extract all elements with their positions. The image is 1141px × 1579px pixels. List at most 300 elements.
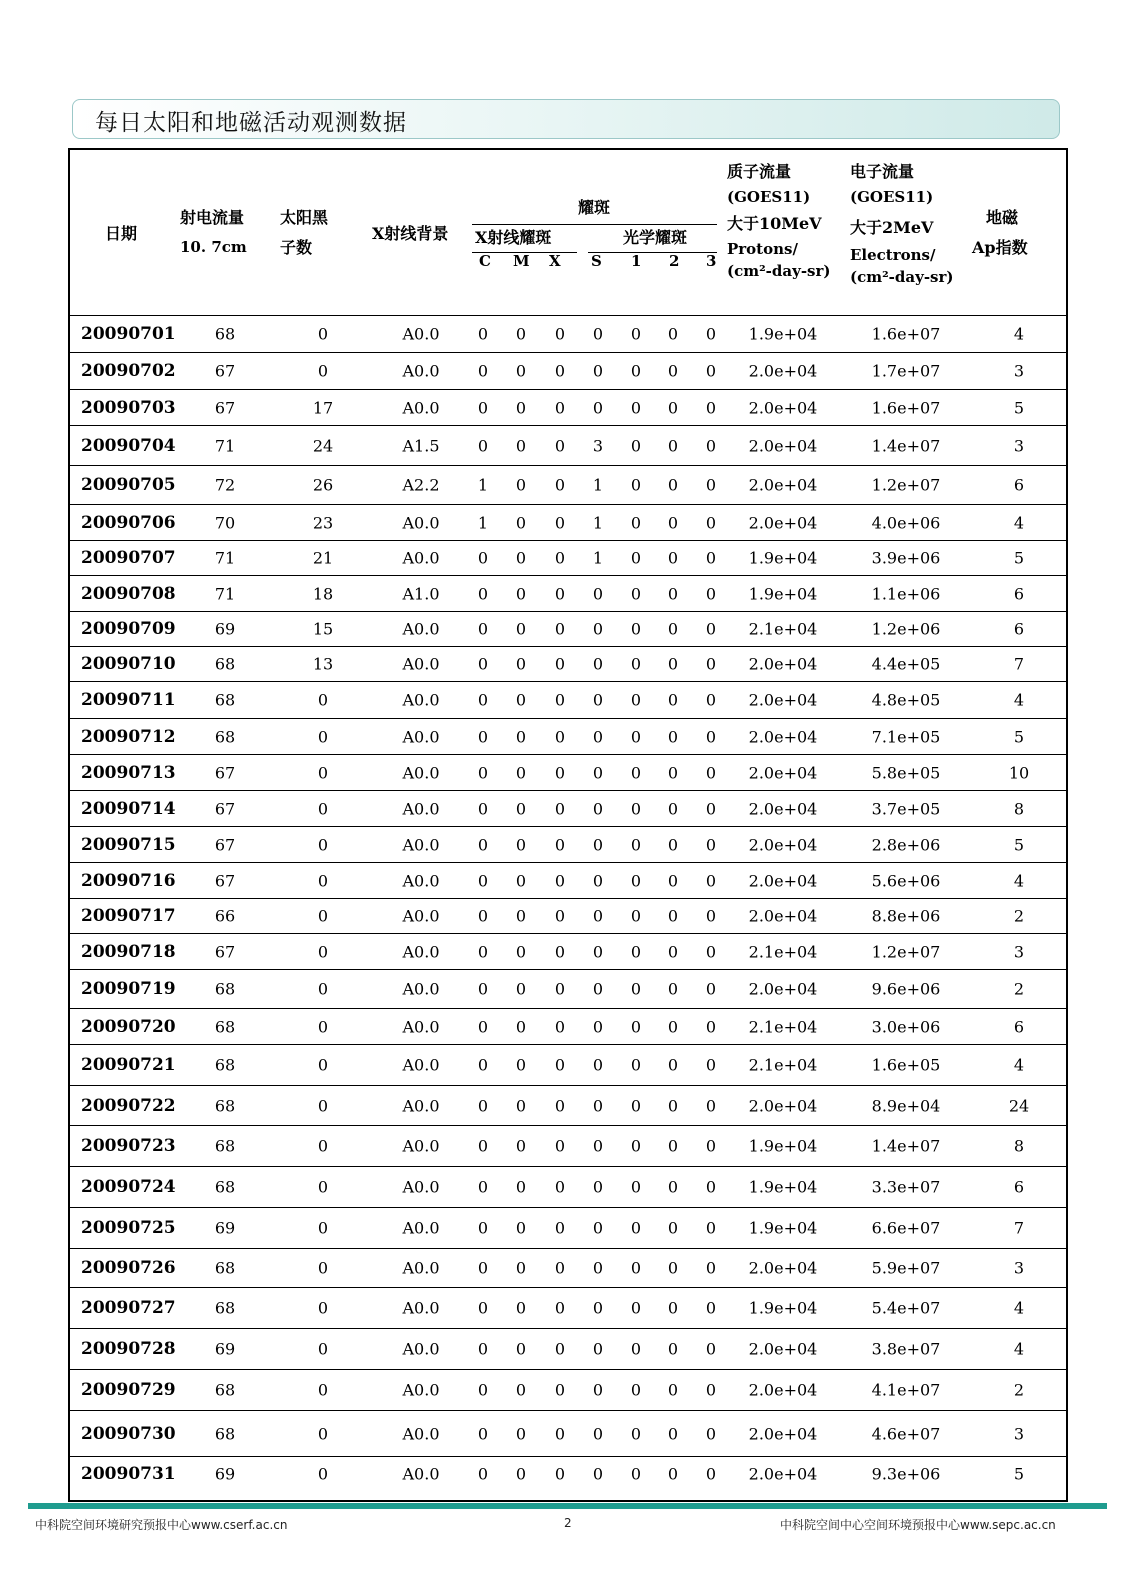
electron-flux-cell: 9.6e+06 [871,979,941,999]
proton-flux-cell: 2.0e+04 [748,979,818,999]
electron-flux-cell: 7.1e+05 [871,727,941,746]
xray-x-cell: 0 [554,398,566,417]
xray-m-cell: 0 [515,513,527,532]
header-sunspot: 太阳黑 [280,208,329,227]
radio-flux-cell: 68 [214,1017,236,1036]
optical-2-cell: 0 [667,799,679,818]
date-cell: 20090716 [81,870,176,891]
radio-flux-cell: 69 [214,1218,236,1238]
optical-3-cell: 0 [705,1258,717,1278]
optical-2-cell: 0 [667,1055,679,1075]
optical-1-cell: 0 [630,584,642,603]
xray-c-cell: 0 [477,361,489,381]
xray-c-cell: 0 [477,1298,489,1318]
ap-index-cell: 6 [1013,1177,1025,1197]
optical-2-cell: 0 [667,548,679,568]
optical-2-cell: 0 [667,1258,679,1278]
date-cell: 20090701 [81,324,176,344]
date-cell: 20090730 [81,1423,176,1444]
xray-c-cell: 1 [477,513,489,532]
xray-x-cell: 0 [554,1380,566,1400]
optical-1-cell: 0 [630,690,642,710]
optical-2-cell: 0 [667,619,679,639]
footer-divider [28,1503,1107,1509]
xray-m-cell: 0 [515,584,527,603]
proton-flux-cell: 1.9e+04 [748,324,818,344]
optical-s-cell: 0 [592,906,604,926]
optical-flares-underline [588,252,717,253]
sunspot-cell: 0 [317,1136,329,1156]
xray-c-cell: 0 [477,942,489,961]
header-radio-flux-unit: 10. 7cm [180,238,247,256]
table-row [70,1456,1066,1491]
sunspot-cell: 0 [317,1339,329,1359]
xray-c-cell: 0 [477,906,489,926]
electron-flux-cell: 1.6e+07 [871,324,941,344]
optical-s-cell: 0 [592,1177,604,1197]
optical-1-cell: 0 [630,324,642,344]
optical-s-cell: 0 [592,835,604,854]
table-row [70,425,1066,465]
date-cell: 20090725 [81,1218,176,1238]
xray-c-cell: 0 [477,1424,489,1443]
optical-3-cell: 0 [705,436,717,455]
page-number: 2 [564,1516,572,1530]
optical-1-cell: 0 [630,1298,642,1318]
xray-x-cell: 0 [554,1177,566,1197]
optical-3-cell: 0 [705,398,717,417]
sunspot-cell: 0 [317,799,329,818]
xray-m-cell: 0 [515,1380,527,1400]
optical-s-cell: 0 [592,1424,604,1443]
ap-index-cell: 4 [1013,513,1025,532]
sunspot-cell: 0 [317,979,329,999]
proton-flux-cell: 2.0e+04 [748,1339,818,1359]
radio-flux-cell: 68 [214,690,236,710]
ap-index-cell: 5 [1013,727,1025,746]
sunspot-cell: 26 [312,475,334,495]
sunspot-cell: 21 [312,548,334,568]
xray-m-cell: 0 [515,654,527,674]
optical-3-cell: 0 [705,513,717,532]
optical-2-cell: 0 [667,690,679,710]
xray-background-cell: A0.0 [402,1298,440,1318]
proton-flux-cell: 2.0e+04 [748,436,818,455]
proton-flux-cell: 2.1e+04 [748,619,818,639]
xray-c-cell: 0 [477,979,489,999]
xray-background-cell: A0.0 [402,1424,440,1443]
electron-flux-cell: 1.4e+07 [871,1136,941,1156]
date-cell: 20090709 [81,619,176,639]
optical-2-cell: 0 [667,979,679,999]
header-sub-m: M [513,252,530,270]
sunspot-cell: 13 [312,654,334,674]
xray-c-cell: 0 [477,835,489,854]
optical-1-cell: 0 [630,727,642,746]
xray-background-cell: A0.0 [402,835,440,854]
date-cell: 20090705 [81,475,176,495]
electron-flux-cell: 5.9e+07 [871,1258,941,1278]
optical-s-cell: 0 [592,361,604,381]
optical-1-cell: 0 [630,835,642,854]
optical-2-cell: 0 [667,361,679,381]
optical-3-cell: 0 [705,835,717,854]
optical-3-cell: 0 [705,727,717,746]
optical-1-cell: 0 [630,398,642,417]
xray-background-cell: A0.0 [402,727,440,746]
optical-2-cell: 0 [667,1017,679,1036]
ap-index-cell: 5 [1013,835,1025,854]
optical-1-cell: 0 [630,654,642,674]
optical-3-cell: 0 [705,1055,717,1075]
sunspot-cell: 18 [312,584,334,603]
optical-1-cell: 0 [630,906,642,926]
date-cell: 20090726 [81,1258,176,1278]
table-row [70,352,1066,389]
optical-3-cell: 0 [705,654,717,674]
optical-2-cell: 0 [667,1380,679,1400]
xray-background-cell: A0.0 [402,906,440,926]
radio-flux-cell: 68 [214,1055,236,1075]
table-row [70,646,1066,681]
proton-flux-cell: 2.0e+04 [748,513,818,532]
xray-m-cell: 0 [515,727,527,746]
header-electron: 电子流量 [850,162,915,181]
header-ap-index: Ap指数 [972,238,1028,257]
radio-flux-cell: 67 [214,835,236,854]
optical-s-cell: 0 [592,871,604,890]
xray-m-cell: 0 [515,436,527,455]
optical-3-cell: 0 [705,548,717,568]
table-row [70,681,1066,718]
date-cell: 20090713 [81,762,176,783]
table-row [70,315,1066,352]
optical-2-cell: 0 [667,1424,679,1443]
optical-s-cell: 0 [592,584,604,603]
xray-x-cell: 0 [554,1218,566,1238]
optical-1-cell: 0 [630,1380,642,1400]
xray-m-cell: 0 [515,1298,527,1318]
optical-s-cell: 1 [592,548,604,568]
radio-flux-cell: 68 [214,324,236,344]
date-cell: 20090719 [81,979,176,999]
xray-x-cell: 0 [554,619,566,639]
xray-m-cell: 0 [515,1177,527,1197]
xray-m-cell: 0 [515,906,527,926]
ap-index-cell: 5 [1013,548,1025,568]
ap-index-cell: 3 [1013,1258,1025,1278]
optical-s-cell: 0 [592,1339,604,1359]
radio-flux-cell: 71 [214,584,236,603]
optical-2-cell: 0 [667,906,679,926]
optical-2-cell: 0 [667,584,679,603]
electron-flux-cell: 8.9e+04 [871,1096,941,1115]
optical-s-cell: 0 [592,1464,604,1484]
electron-flux-cell: 4.6e+07 [871,1424,941,1443]
xray-background-cell: A0.0 [402,1177,440,1197]
table-row [70,969,1066,1008]
xray-x-cell: 0 [554,548,566,568]
xray-x-cell: 0 [554,1424,566,1443]
radio-flux-cell: 69 [214,1339,236,1359]
ap-index-cell: 4 [1013,690,1025,710]
xray-m-cell: 0 [515,979,527,999]
xray-background-cell: A1.0 [402,584,440,603]
sunspot-cell: 0 [317,324,329,344]
sunspot-cell: 0 [317,1055,329,1075]
date-cell: 20090729 [81,1380,176,1400]
date-cell: 20090731 [81,1464,176,1484]
optical-3-cell: 0 [705,1380,717,1400]
optical-s-cell: 0 [592,763,604,782]
radio-flux-cell: 68 [214,1298,236,1318]
ap-index-cell: 4 [1013,1339,1025,1359]
radio-flux-cell: 70 [214,513,236,532]
ap-index-cell: 3 [1013,1424,1025,1443]
optical-1-cell: 0 [630,548,642,568]
xray-background-cell: A0.0 [402,619,440,639]
table-row [70,611,1066,646]
xray-m-cell: 0 [515,871,527,890]
xray-m-cell: 0 [515,835,527,854]
optical-1-cell: 0 [630,361,642,381]
header-xray-flares: X射线耀斑 [475,228,552,247]
proton-flux-cell: 2.0e+04 [748,906,818,926]
optical-s-cell: 0 [592,942,604,961]
sunspot-cell: 0 [317,1096,329,1115]
radio-flux-cell: 69 [214,1464,236,1484]
proton-flux-cell: 1.9e+04 [748,1218,818,1238]
date-cell: 20090714 [81,798,176,819]
xray-m-cell: 0 [515,1055,527,1075]
xray-x-cell: 0 [554,1017,566,1036]
xray-x-cell: 0 [554,513,566,532]
table-body [70,315,1066,1491]
proton-flux-cell: 2.1e+04 [748,1055,818,1075]
proton-flux-cell: 2.0e+04 [748,835,818,854]
optical-s-cell: 0 [592,1096,604,1115]
optical-1-cell: 0 [630,942,642,961]
radio-flux-cell: 67 [214,799,236,818]
optical-2-cell: 0 [667,436,679,455]
table-row [70,465,1066,504]
xray-c-cell: 0 [477,1177,489,1197]
optical-3-cell: 0 [705,1136,717,1156]
xray-background-cell: A0.0 [402,1258,440,1278]
date-cell: 20090702 [81,361,176,381]
optical-2-cell: 0 [667,398,679,417]
optical-2-cell: 0 [667,942,679,961]
xray-background-cell: A0.0 [402,871,440,890]
radio-flux-cell: 67 [214,942,236,961]
ap-index-cell: 6 [1013,475,1025,495]
table-row [70,1287,1066,1328]
date-cell: 20090722 [81,1095,176,1116]
electron-flux-cell: 4.1e+07 [871,1380,941,1400]
ap-index-cell: 8 [1013,1136,1025,1156]
table-row [70,898,1066,933]
date-cell: 20090708 [81,583,176,604]
electron-flux-cell: 5.6e+06 [871,871,941,890]
optical-s-cell: 0 [592,1136,604,1156]
xray-c-cell: 0 [477,871,489,890]
xray-m-cell: 0 [515,763,527,782]
proton-flux-cell: 2.0e+04 [748,398,818,417]
header-proton-goes: (GOES11) [727,188,811,206]
xray-m-cell: 0 [515,942,527,961]
radio-flux-cell: 71 [214,436,236,455]
proton-flux-cell: 2.0e+04 [748,763,818,782]
optical-2-cell: 0 [667,727,679,746]
xray-background-cell: A0.0 [402,361,440,381]
optical-s-cell: 0 [592,1017,604,1036]
xray-c-cell: 1 [477,475,489,495]
xray-background-cell: A0.0 [402,398,440,417]
xray-x-cell: 0 [554,906,566,926]
optical-s-cell: 0 [592,1258,604,1278]
header-electron-energy: 大于2MeV [850,218,934,237]
date-cell: 20090724 [81,1177,176,1197]
optical-3-cell: 0 [705,1298,717,1318]
xray-x-cell: 0 [554,763,566,782]
header-sub-c: C [479,252,491,270]
proton-flux-cell: 2.0e+04 [748,475,818,495]
header-xray-background: X射线背景 [372,224,449,243]
sunspot-cell: 0 [317,361,329,381]
proton-flux-cell: 2.1e+04 [748,942,818,961]
optical-s-cell: 0 [592,1380,604,1400]
radio-flux-cell: 68 [214,654,236,674]
radio-flux-cell: 67 [214,361,236,381]
header-proton-unit: Protons/ [727,240,798,258]
xray-c-cell: 0 [477,619,489,639]
date-cell: 20090706 [81,512,176,533]
optical-2-cell: 0 [667,475,679,495]
optical-2-cell: 0 [667,1096,679,1115]
xray-background-cell: A1.5 [402,436,440,455]
sunspot-cell: 15 [312,619,334,639]
xray-m-cell: 0 [515,690,527,710]
xray-x-cell: 0 [554,1258,566,1278]
optical-s-cell: 0 [592,690,604,710]
xray-m-cell: 0 [515,324,527,344]
optical-3-cell: 0 [705,584,717,603]
proton-flux-cell: 2.0e+04 [748,871,818,890]
radio-flux-cell: 68 [214,1177,236,1197]
optical-1-cell: 0 [630,436,642,455]
xray-background-cell: A0.0 [402,654,440,674]
xray-background-cell: A2.2 [402,475,440,495]
table-row [70,1369,1066,1410]
flares-underline [472,224,717,225]
xray-c-cell: 0 [477,1096,489,1115]
date-cell: 20090721 [81,1055,176,1075]
table-row [70,540,1066,575]
optical-3-cell: 0 [705,1339,717,1359]
xray-x-cell: 0 [554,942,566,961]
header-optical-flares: 光学耀斑 [623,228,688,247]
xray-background-cell: A0.0 [402,324,440,344]
xray-c-cell: 0 [477,548,489,568]
electron-flux-cell: 3.0e+06 [871,1017,941,1036]
optical-2-cell: 0 [667,324,679,344]
table-row [70,862,1066,898]
proton-flux-cell: 2.0e+04 [748,654,818,674]
proton-flux-cell: 2.0e+04 [748,727,818,746]
header-ap: 地磁 [986,208,1019,227]
ap-index-cell: 7 [1013,654,1025,674]
electron-flux-cell: 3.7e+05 [871,799,941,818]
header-sub-s: S [591,252,602,270]
optical-3-cell: 0 [705,475,717,495]
sunspot-cell: 0 [317,871,329,890]
sunspot-cell: 0 [317,1464,329,1484]
xray-c-cell: 0 [477,654,489,674]
optical-2-cell: 0 [667,835,679,854]
optical-3-cell: 0 [705,799,717,818]
date-cell: 20090704 [81,435,176,456]
proton-flux-cell: 2.0e+04 [748,1464,818,1484]
sunspot-cell: 24 [312,436,334,455]
ap-index-cell: 2 [1013,1380,1025,1400]
proton-flux-cell: 2.0e+04 [748,1096,818,1115]
optical-2-cell: 0 [667,1339,679,1359]
electron-flux-cell: 4.4e+05 [871,654,941,674]
ap-index-cell: 10 [1008,763,1030,782]
optical-s-cell: 0 [592,1055,604,1075]
date-cell: 20090711 [81,690,176,710]
xray-x-cell: 0 [554,1136,566,1156]
radio-flux-cell: 68 [214,979,236,999]
electron-flux-cell: 1.7e+07 [871,361,941,381]
optical-1-cell: 0 [630,1136,642,1156]
xray-c-cell: 0 [477,1136,489,1156]
header-electron-unit-2: (cm²-day-sr) [850,268,954,286]
optical-2-cell: 0 [667,513,679,532]
table-row [70,1125,1066,1166]
sunspot-cell: 0 [317,1017,329,1036]
optical-3-cell: 0 [705,942,717,961]
optical-1-cell: 0 [630,1339,642,1359]
header-radio-flux: 射电流量 [180,208,245,227]
header-sunspot-line2: 子数 [280,238,313,257]
sunspot-cell: 0 [317,1258,329,1278]
ap-index-cell: 6 [1013,584,1025,603]
optical-s-cell: 3 [592,436,604,455]
optical-3-cell: 0 [705,1464,717,1484]
xray-background-cell: A0.0 [402,1218,440,1238]
proton-flux-cell: 2.0e+04 [748,799,818,818]
optical-1-cell: 0 [630,1464,642,1484]
sunspot-cell: 17 [312,398,334,417]
table-row [70,826,1066,862]
electron-flux-cell: 1.1e+06 [871,584,941,603]
radio-flux-cell: 68 [214,1096,236,1115]
data-table [68,148,1068,1502]
xray-x-cell: 0 [554,1055,566,1075]
sunspot-cell: 23 [312,513,334,532]
xray-x-cell: 0 [554,1298,566,1318]
ap-index-cell: 24 [1008,1096,1030,1115]
xray-c-cell: 0 [477,436,489,455]
xray-background-cell: A0.0 [402,1136,440,1156]
optical-1-cell: 0 [630,1017,642,1036]
table-row [70,1008,1066,1044]
optical-3-cell: 0 [705,1096,717,1115]
sunspot-cell: 0 [317,1380,329,1400]
optical-1-cell: 0 [630,763,642,782]
optical-1-cell: 0 [630,1177,642,1197]
